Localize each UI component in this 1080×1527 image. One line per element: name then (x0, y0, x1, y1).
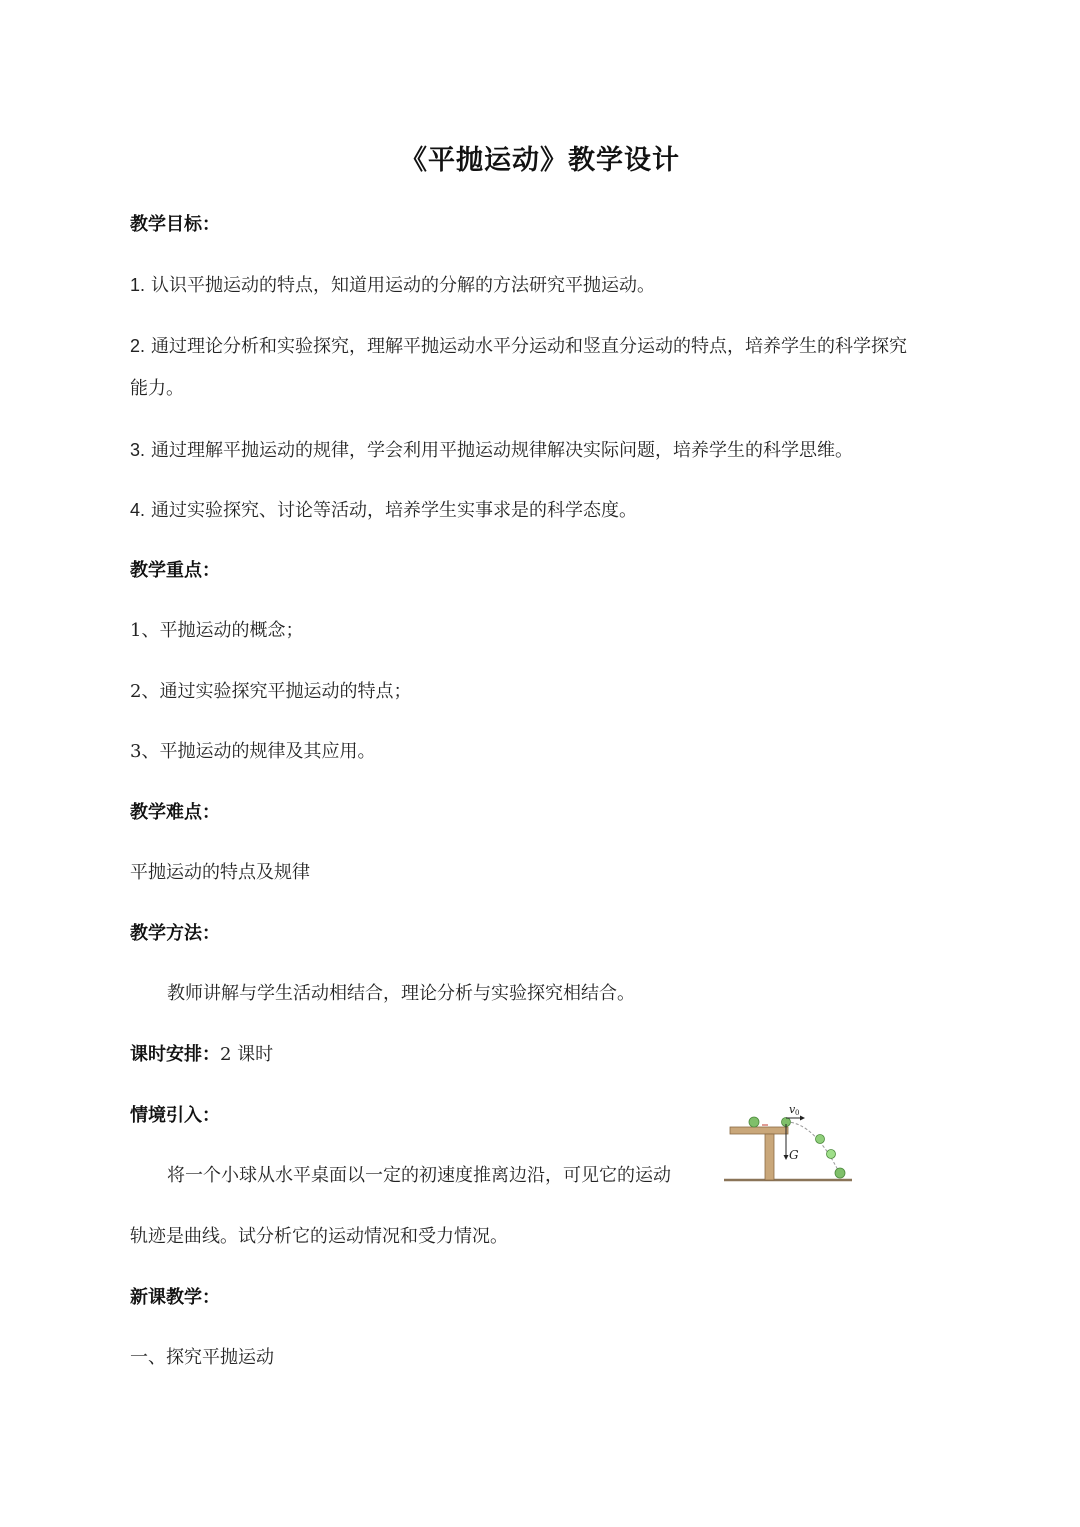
schedule-value: 2 课时 (220, 1044, 274, 1065)
document-title: 《平抛运动》教学设计 (400, 145, 680, 176)
objectives-heading: 教学目标： (130, 214, 220, 235)
velocity-subscript: 0 (795, 1109, 800, 1117)
objective-text: 通过理论分析和实验探究，理解平抛运动水平分运动和竖直分运动的特点，培养学生的科学探究 (151, 336, 908, 357)
objective-text: 通过理解平抛运动的规律，学会利用平抛运动规律解决实际问题，培养学生的科学思维。 (151, 440, 854, 461)
schedule-heading: 课时安排： (130, 1044, 220, 1065)
objective-item-2 (130, 333, 907, 360)
velocity-label: v (789, 1103, 796, 1116)
methods-heading: 教学方法： (130, 923, 220, 944)
objective-item-3 (130, 437, 853, 464)
scenario-text-line-1: 将一个小球从水平桌面以一定的初速度推离边沿，可见它的运动 (167, 1165, 671, 1186)
gravity-label: G (789, 1148, 799, 1162)
trajectory-ball (835, 1168, 845, 1178)
key-point-item-3: 3、平抛运动的规律及其应用。 (130, 741, 376, 762)
trajectory-ball (827, 1150, 836, 1159)
ball-on-table (749, 1117, 759, 1127)
key-point-item-1: 1、平抛运动的概念； (130, 620, 304, 641)
objective-text: 认识平抛运动的特点，知道用运动的分解的方法研究平抛运动。 (151, 275, 656, 296)
key-point-item-2: 2、通过实验探究平抛运动的特点； (130, 681, 412, 702)
projectile-table-figure (722, 1100, 854, 1188)
difficulties-heading: 教学难点： (130, 802, 220, 823)
objective-item-1 (130, 272, 655, 299)
table-top (730, 1127, 788, 1134)
trajectory-ball (816, 1135, 825, 1144)
objective-number: 1. (130, 275, 146, 295)
scenario-heading: 情境引入： (130, 1105, 220, 1126)
key-points-heading: 教学重点： (130, 560, 220, 581)
new-lesson-heading: 新课教学： (130, 1287, 220, 1308)
objective-number: 3. (130, 440, 146, 460)
objective-item-4 (130, 497, 637, 524)
new-lesson-section-1: 一、探究平抛运动 (130, 1347, 274, 1368)
objective-text: 通过实验探究、讨论等活动，培养学生实事求是的科学态度。 (151, 500, 638, 521)
scenario-text-line-2: 轨迹是曲线。试分析它的运动情况和受力情况。 (130, 1226, 508, 1247)
objective-number: 4. (130, 500, 146, 520)
methods-text: 教师讲解与学生活动相结合，理论分析与实验探究相结合。 (167, 983, 635, 1004)
objective-item-2-continued: 能力。 (130, 378, 184, 399)
table-leg (765, 1134, 774, 1180)
objective-number: 2. (130, 336, 146, 356)
schedule-line (130, 1042, 273, 1068)
difficulties-text: 平抛运动的特点及规律 (130, 862, 310, 883)
